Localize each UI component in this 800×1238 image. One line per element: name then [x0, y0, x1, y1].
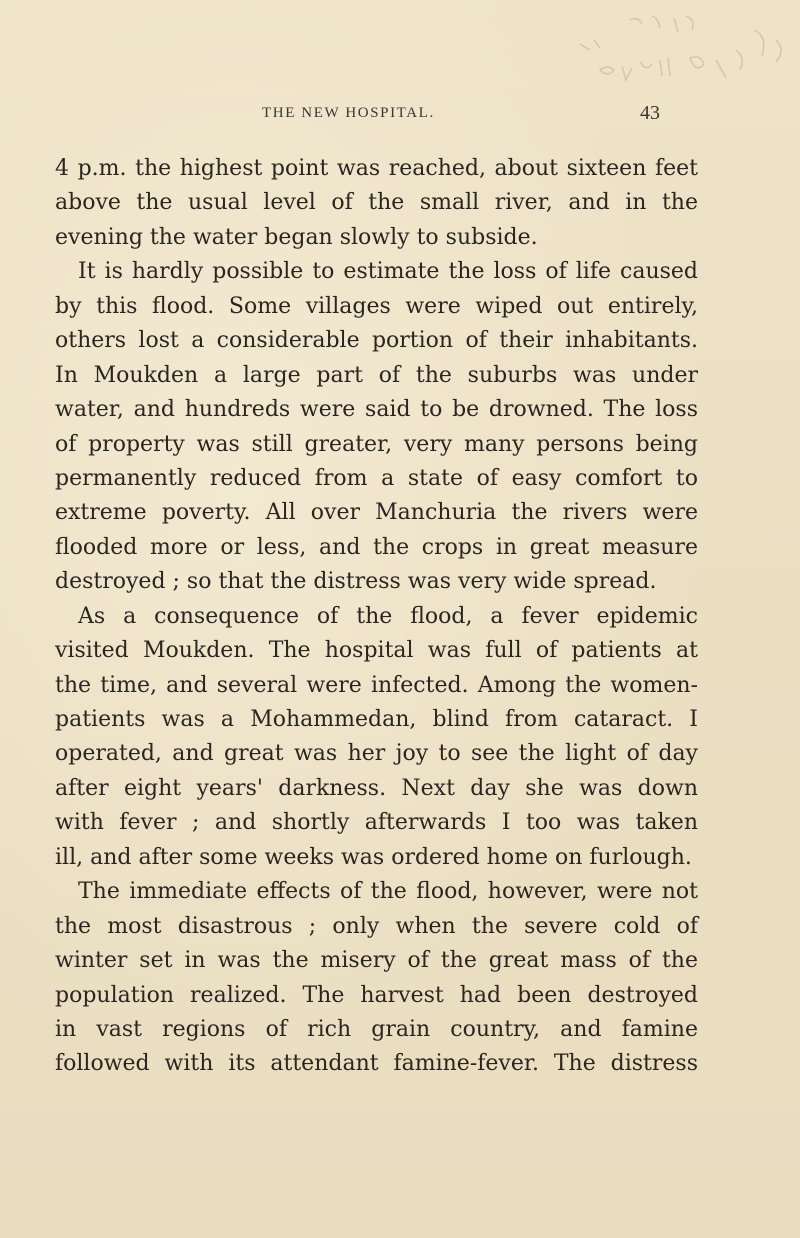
- page-header: [0, 100, 800, 130]
- text-line: evening the water began slowly to subside.: [55, 224, 538, 250]
- body-text: [55, 152, 698, 1082]
- text-line: As a consequence of the flood, a fever epidemic: [78, 603, 698, 629]
- page-number: 43: [640, 102, 660, 124]
- text-line: The immediate effects of the flood, however, were not: [78, 879, 698, 905]
- text-line: ill, and after some weeks was ordered home on furlough.: [55, 844, 692, 870]
- text-line: population realized. The harvest had been destroyed: [55, 982, 698, 1008]
- text-line: destroyed ; so that the distress was very wide spread.: [55, 569, 657, 595]
- text-line: in vast regions of rich grain country, and famine: [55, 1016, 698, 1042]
- text-line: visited Moukden. The hospital was full of patients at: [55, 638, 698, 664]
- text-line: after eight years' darkness. Next day she was down: [55, 775, 698, 801]
- running-head: THE NEW HOSPITAL.: [262, 105, 435, 121]
- text-line: the most disastrous ; only when the severe cold of: [55, 913, 698, 939]
- text-line: 4 p.m. the highest point was reached, about sixteen feet: [55, 156, 698, 181]
- text-line: permanently reduced from a state of easy comfort to: [55, 465, 698, 491]
- text-line: by this flood. Some villages were wiped out entirely,: [55, 293, 698, 319]
- text-line: water, and hundreds were said to be drowned. The loss: [55, 397, 698, 423]
- text-line: operated, and great was her joy to see the light of day: [55, 741, 698, 767]
- text-line: extreme poverty. All over Manchuria the rivers were: [55, 500, 698, 526]
- text-line: patients was a Mohammedan, blind from cataract. I: [55, 707, 698, 732]
- show-through-marks: [540, 0, 800, 110]
- text-line: flooded more or less, and the crops in great measure: [55, 534, 698, 560]
- text-line: above the usual level of the small river, and in the: [55, 190, 698, 216]
- text-line: In Moukden a large part of the suburbs was under: [55, 362, 698, 388]
- text-line: It is hardly possible to estimate the loss of life caused: [78, 259, 698, 285]
- text-line: others lost a considerable portion of their inhabitants.: [55, 328, 698, 354]
- text-line: winter set in was the misery of the great mass of the: [55, 948, 698, 974]
- text-line: with fever ; and shortly afterwards I too was taken: [55, 810, 698, 836]
- text-line: of property was still greater, very many persons being: [55, 431, 698, 457]
- text-line: the time, and several were infected. Among the women-: [55, 672, 698, 698]
- text-line: followed with its attendant famine-fever. The distress: [55, 1051, 698, 1077]
